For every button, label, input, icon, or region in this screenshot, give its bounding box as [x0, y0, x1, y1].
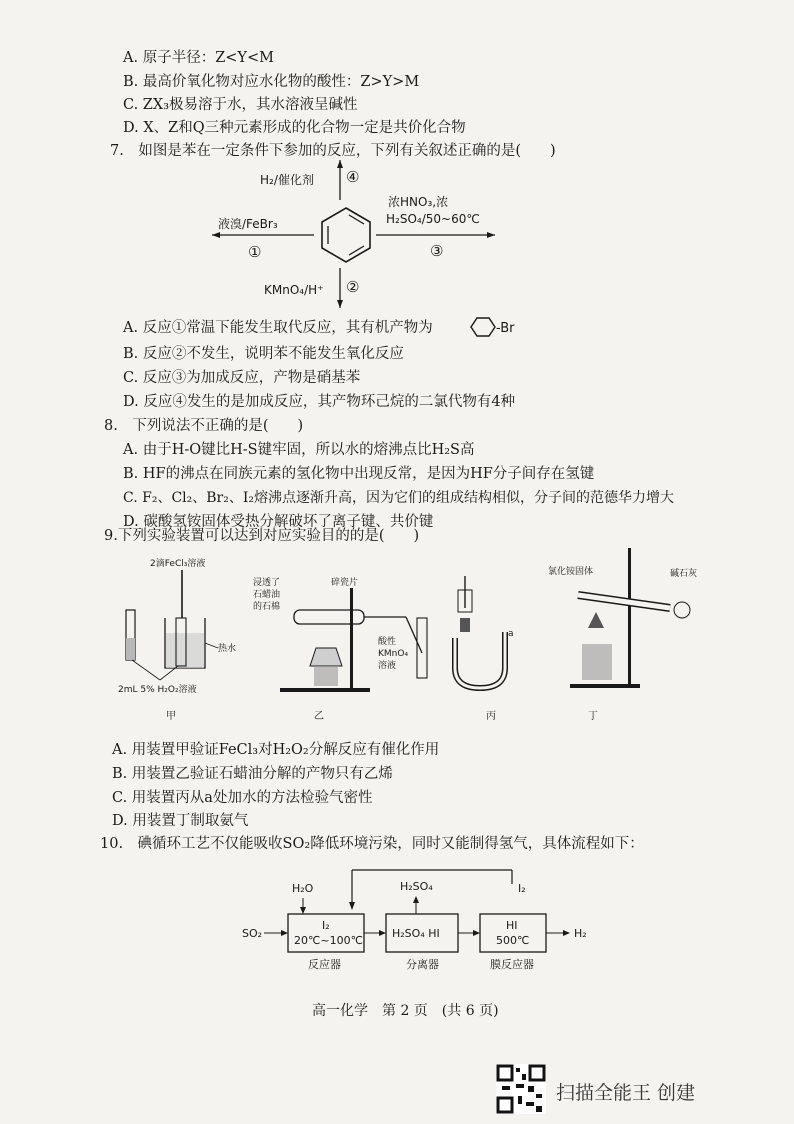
apparatus-ding: [548, 548, 697, 722]
box2-label: 分离器: [406, 958, 439, 971]
page-footer: 高一化学 第 2 页 (共 6 页): [312, 1003, 499, 1019]
box3-line2: 500℃: [496, 934, 530, 947]
i2-out-label: I₂: [518, 882, 526, 895]
bing-a-label: a: [508, 629, 514, 639]
h2o-label: H₂O: [292, 882, 314, 895]
benzene-ring-icon: [322, 208, 370, 262]
q6-option-d: D. X、Z和Q三种元素形成的化合物一定是共价化合物: [123, 120, 466, 136]
right-reagent-1: 浓HNO₃,浓: [388, 195, 449, 209]
apparatus-bing: [455, 576, 514, 722]
q7-option-b: B. 反应②不发生，说明苯不能发生氧化反应: [123, 346, 404, 362]
top-reagent: H₂/催化剂: [260, 173, 314, 187]
q10-stem: 10. 碘循环工艺不仅能吸收SO₂降低环境污染，同时又能制得氢气，具体流程如下：: [100, 836, 644, 852]
box1-line1: I₂: [322, 919, 330, 932]
benzene-reaction-diagram: [210, 160, 510, 310]
yi-right-2: KMnO₄: [378, 649, 409, 659]
yi-right-1: 酸性: [378, 637, 397, 647]
yi-left-1: 浸透了: [253, 578, 281, 588]
q8-option-b: B. HF的沸点在同族元素的氢化物中出现反常，是因为HF分子间存在氢键: [123, 466, 595, 482]
yi-right-3: 溶液: [378, 661, 397, 671]
apparatus-yi: [253, 576, 427, 722]
h2-label: H₂: [574, 927, 587, 940]
bing-label: 丙: [486, 711, 496, 722]
bromocyclohexane-icon: [466, 315, 536, 339]
yi-left-3: 的石棉: [253, 602, 281, 612]
ding-left-label: 氯化铵固体: [548, 567, 594, 577]
yi-label: 乙: [314, 711, 324, 722]
apparatus-jia: [118, 557, 236, 722]
ding-label: 丁: [588, 711, 598, 722]
qr-code-icon: [496, 1064, 546, 1114]
h2so4-out-label: H₂SO₄: [400, 880, 433, 893]
q6-option-a: A. 原子半径：Z<Y<M: [123, 50, 274, 66]
jia-label: 甲: [166, 711, 176, 722]
q6-option-c: C. ZX₃极易溶于水，其水溶液呈碱性: [123, 97, 358, 113]
q9-stem: 9.下列实验装置可以达到对应实验目的的是( ): [104, 528, 420, 544]
left-num: ①: [248, 243, 262, 261]
q7-option-c: C. 反应③为加成反应，产物是硝基苯: [123, 370, 361, 386]
q7-option-d: D. 反应④发生的是加成反应，其产物环己烷的二氯代物有4种: [123, 394, 516, 410]
box1-line2: 20℃~100℃: [294, 934, 363, 947]
q9-option-b: B. 用装置乙验证石蜡油分解的产物只有乙烯: [112, 766, 393, 782]
box1-label: 反应器: [308, 958, 341, 971]
q9-option-d: D. 用装置丁制取氨气: [112, 813, 249, 829]
q6-option-b: B. 最高价氧化物对应水化物的酸性：Z>Y>M: [123, 74, 420, 90]
bottom-reagent: KMnO₄/H⁺: [264, 283, 324, 297]
q9-option-a: A. 用装置甲验证FeCl₃对H₂O₂分解反应有催化作用: [112, 742, 440, 758]
iodine-cycle-flow-diagram: [240, 862, 600, 972]
box3-label: 膜反应器: [490, 958, 534, 971]
right-num: ③: [430, 242, 444, 260]
q8-option-d: D. 碳酸氢铵固体受热分解破坏了离子键、共价键: [123, 514, 434, 530]
so2-label: SO₂: [242, 927, 263, 940]
top-num: ④: [346, 168, 360, 186]
box3-line1: HI: [506, 919, 518, 932]
q9-option-c: C. 用装置丙从a处加水的方法检验气密性: [112, 790, 373, 806]
q8-stem: 8. 下列说法不正确的是( ): [104, 418, 304, 434]
yi-top-label: 碎瓷片: [331, 578, 359, 588]
q8-option-c: C. F₂、Cl₂、Br₂、I₂熔沸点逐渐升高，因为它们的组成结构相似，分子间的范德华力增大: [123, 490, 674, 506]
product-label: -Br: [496, 321, 515, 336]
jia-water-label: 热水: [218, 644, 237, 654]
jia-top-label: 2滴FeCl₃溶液: [150, 559, 206, 569]
q7-stem: 7. 如图是苯在一定条件下参加的反应，下列有关叙述正确的是( ): [110, 143, 556, 159]
left-reagent: 液溴/FeBr₃: [218, 217, 278, 231]
box2-line1: H₂SO₄ HI: [392, 927, 440, 940]
q7-option-a: A. 反应①常温下能发生取代反应，其有机产物为: [123, 320, 433, 336]
bottom-num: ②: [346, 278, 360, 296]
q8-option-a: A. 由于H-O键比H-S键牢固，所以水的熔沸点比H₂S高: [123, 442, 475, 458]
yi-left-2: 石蜡油: [253, 590, 281, 600]
jia-bottom-label: 2mL 5% H₂O₂溶液: [118, 685, 197, 695]
scanner-watermark: 扫描全能王 创建: [556, 1082, 696, 1104]
right-reagent-2: H₂SO₄/50~60℃: [386, 212, 480, 226]
lab-apparatus-figure: [110, 548, 720, 723]
ding-right-label: 碱石灰: [670, 569, 698, 579]
